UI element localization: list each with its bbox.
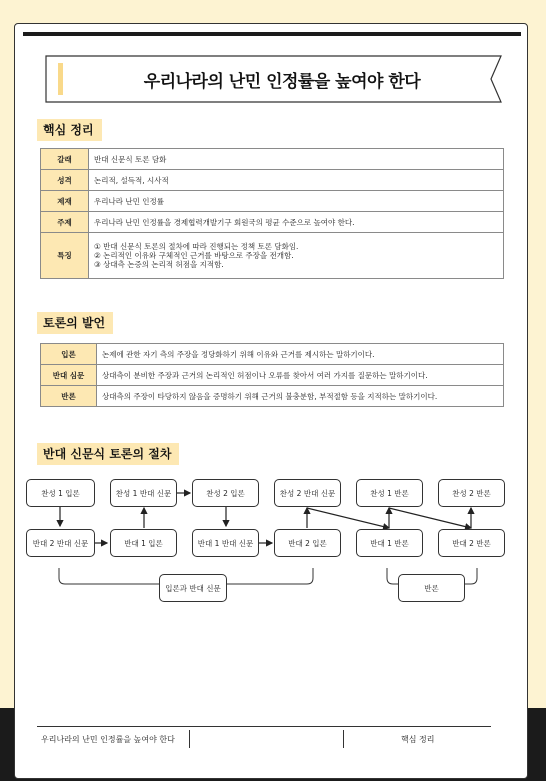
row-value: 논제에 관한 자기 측의 주장을 정당화하기 위해 이유와 근거를 제시하는 말하기이다.	[97, 344, 504, 365]
flow-step-pro2-opening: 찬성 2 입론	[192, 479, 259, 507]
flow-step-con2-opening: 반대 2 입론	[274, 529, 341, 557]
row-value: 상대측의 주장이 타당하지 않음을 증명하기 위해 근거의 불충분함, 부적절함 등을 지적하는 말하기이다.	[97, 386, 504, 407]
procedure-heading: 반대 신문식 토론의 절차	[37, 443, 179, 465]
flow-step-con1-opening: 반대 1 입론	[110, 529, 177, 557]
row-label: 주제	[41, 212, 89, 233]
footer-divider	[343, 730, 344, 748]
flow-step-pro1-cross: 찬성 1 반대 신문	[110, 479, 177, 507]
flow-arrow	[389, 508, 471, 528]
flow-arrow	[307, 508, 389, 528]
flow-step-pro2-cross: 찬성 2 반대 신문	[274, 479, 341, 507]
row-value: 논리적, 설득적, 시사적	[89, 170, 504, 191]
summary-heading: 핵심 정리	[37, 119, 102, 141]
row-label: 갈래	[41, 149, 89, 170]
flow-step-con2-cross: 반대 2 반대 신문	[26, 529, 95, 557]
feature-line: ① 반대 신문식 토론의 절차에 따라 진행되는 정책 토론 담화임.	[94, 242, 299, 251]
row-label: 입론	[41, 344, 97, 365]
row-value: 우리나라 난민 인정률을 경제협력개발기구 회원국의 평균 수준으로 높여야 한다.	[89, 212, 504, 233]
procedure-diagram	[15, 24, 529, 780]
diagram-connectors	[15, 24, 529, 780]
flow-step-pro2-rebuttal: 찬성 2 반론	[438, 479, 505, 507]
row-label: 특징	[41, 233, 89, 279]
flow-step-pro1-opening: 찬성 1 입론	[26, 479, 95, 507]
row-value: 우리나라 난민 인정률	[89, 191, 504, 212]
feature-line: ③ 상대측 논증의 논리적 허점을 지적함.	[94, 260, 224, 269]
footer-title: 우리나라의 난민 인정률을 높여야 한다	[41, 735, 175, 744]
flow-step-pro1-rebuttal: 찬성 1 반론	[356, 479, 423, 507]
page-title: 우리나라의 난민 인정률을 높여야 한다	[143, 72, 421, 92]
feature-line: ② 논리적인 이유와 구체적인 근거를 바탕으로 주장을 전개함.	[94, 251, 294, 260]
group-label-rebuttal: 반론	[398, 574, 465, 602]
group-label-opening-cross: 입론과 반대 신문	[159, 574, 227, 602]
row-label: 반대 심문	[41, 365, 97, 386]
flow-step-con2-rebuttal: 반대 2 반론	[438, 529, 505, 557]
document-page	[14, 23, 528, 779]
flow-step-con1-rebuttal: 반대 1 반론	[356, 529, 423, 557]
footer-divider	[189, 730, 190, 748]
speech-heading: 토론의 발언	[37, 312, 113, 334]
footer-section: 핵심 정리	[401, 735, 435, 744]
row-label: 제재	[41, 191, 89, 212]
row-label: 반론	[41, 386, 97, 407]
flow-step-con1-cross: 반대 1 반대 신문	[192, 529, 259, 557]
row-value: 상대측이 분비한 주장과 근거의 논리적인 허점이나 오류를 찾아서 여러 가지를 질문하는 말하기이다.	[97, 365, 504, 386]
row-label: 성격	[41, 170, 89, 191]
footer-rule	[37, 726, 491, 727]
row-value: 반대 신문식 토론 담화	[89, 149, 504, 170]
